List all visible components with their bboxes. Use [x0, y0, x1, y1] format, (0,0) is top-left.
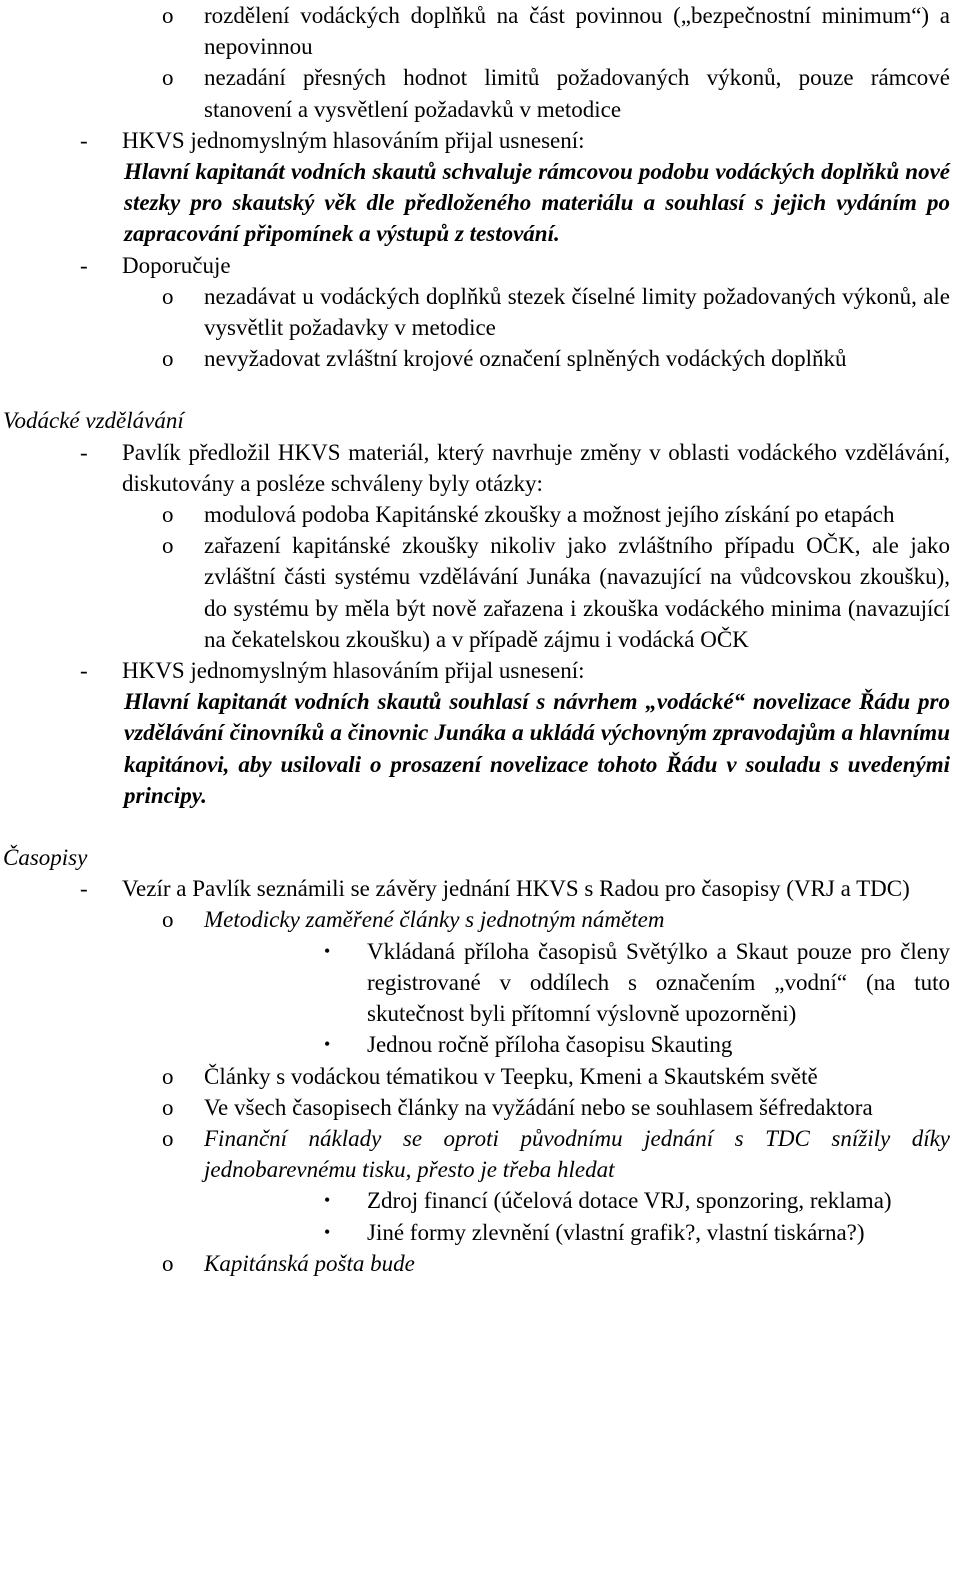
bullet-marker: •	[324, 1034, 331, 1055]
bullet-list-item	[0, 1029, 960, 1060]
sub-list-item	[0, 499, 960, 530]
section-heading: Časopisy	[3, 845, 88, 871]
bullet-list-item	[0, 1185, 960, 1216]
sub-list-item	[0, 904, 960, 935]
sub-list-item	[0, 530, 960, 655]
list-item-text: nezadání přesných hodnot limitů požadovaných výkonů, pouze rámcové stanovení a vysvětlení požadavků v metodice	[204, 65, 950, 122]
list-item-text: modulová podoba Kapitánské zkoušky a možnost jejího získání po etapách	[204, 502, 895, 528]
sub-list-item	[0, 1123, 960, 1185]
sub-list-item	[0, 62, 960, 124]
bullet-marker: •	[324, 940, 331, 961]
dash-marker: -	[80, 439, 88, 465]
list-item-text: rozdělení vodáckých doplňků na část povinnou („bezpečnostní minimum“) a nepovinnou	[204, 3, 950, 60]
list-item-text: Doporučuje	[122, 252, 231, 278]
list-item-text: HKVS jednomyslným hlasováním přijal usnesení:	[122, 658, 585, 684]
sub-list-item	[0, 1248, 960, 1279]
o-marker: o	[162, 1125, 174, 1151]
sub-list-item	[0, 343, 960, 374]
o-marker: o	[162, 346, 174, 372]
bullet-list-item	[0, 936, 960, 1030]
dash-list-item	[0, 873, 960, 904]
list-item-text: Vezír a Pavlík seznámili se závěry jednání HKVS s Radou pro časopisy (VRJ a TDC)	[122, 876, 910, 902]
list-item-text: nezadávat u vodáckých doplňků stezek číselné limity požadovaných výkonů, ale vysvětlit požadavky v metodice	[204, 283, 950, 341]
o-marker: o	[162, 1250, 174, 1276]
list-item-text: zařazení kapitánské zkoušky nikoliv jako zvláštního případu OČK, ale jako zvláštní části systému vzdělávání Junáka (navazující na vůdcovskou zkoušku), do systému by měla být nově zařazena i zkouška vodáckého minima (navazující na čekatelskou zkoušku) a v případě zájmu i vodácká OČK	[204, 533, 950, 652]
dash-marker: -	[80, 658, 88, 684]
o-marker: o	[162, 502, 174, 528]
sub-list-item	[0, 1061, 960, 1092]
o-marker: o	[162, 3, 174, 28]
paragraph-gap	[0, 374, 960, 405]
list-item-text: Ve všech časopisech články na vyžádání nebo se souhlasem šéfredaktora	[204, 1094, 873, 1120]
bullet-marker: •	[324, 1221, 331, 1242]
list-item-text: Kapitánská pošta bude	[204, 1250, 415, 1276]
list-item-text: Pavlík předložil HKVS materiál, který navrhuje změny v oblasti vodáckého vzdělávání, diskutovány a posléze schváleny byly otázky:	[122, 439, 950, 496]
o-marker: o	[162, 65, 174, 91]
bullet-marker: •	[324, 1190, 331, 1211]
list-item-text: Metodicky zaměřené články s jednotným námětem	[204, 907, 665, 933]
dash-list-item	[0, 437, 960, 499]
o-marker: o	[162, 533, 174, 559]
list-item-text: Články s vodáckou tématikou v Teepku, Kmeni a Skautském světě	[204, 1063, 818, 1089]
dash-marker: -	[80, 876, 88, 902]
list-item-text: HKVS jednomyslným hlasováním přijal usnesení:	[122, 127, 585, 153]
list-item-text: Finanční náklady se oproti původnímu jednání s TDC snížily díky jednobarevnému tisku, přesto je třeba hledat	[204, 1125, 950, 1183]
dash-marker: -	[80, 252, 88, 278]
list-item-text: nevyžadovat zvláštní krojové označení splněných vodáckých doplňků	[204, 346, 847, 372]
dash-list-item	[0, 655, 960, 686]
sub-list-item	[0, 1092, 960, 1123]
list-item-text: Vkládaná příloha časopisů Světýlko a Skaut pouze pro členy registrované v oddílech s označením „vodní“ (na tuto skutečnost byli přítomní výslovně upozorněni)	[367, 938, 950, 1027]
o-marker: o	[162, 283, 174, 309]
resolution-text: Hlavní kapitanát vodních skautů schvaluje rámcovou podobu vodáckých doplňků nové stezky pro skautský věk dle předloženého materiálu a souhlasí s jejich vydáním po zapracování připomínek a výstupů z testování.	[124, 159, 950, 247]
dash-marker: -	[80, 127, 88, 153]
paragraph-gap	[0, 811, 960, 842]
section-heading: Vodácké vzdělávání	[3, 408, 184, 434]
o-marker: o	[162, 1063, 174, 1089]
o-marker: o	[162, 907, 174, 933]
list-item-text: Zdroj financí (účelová dotace VRJ, sponzoring, reklama)	[367, 1188, 892, 1214]
bullet-list-item	[0, 1217, 960, 1248]
resolution-text: Hlavní kapitanát vodních skautů souhlasí s návrhem „vodácké“ novelizace Řádu pro vzdělávání činovníků a činovnic Junáka a ukládá výchovným zpravodajům a hlavnímu kapitánovi, aby usilovali o prosazení novelizace tohoto Řádu v souladu s uvedenými principy.	[124, 689, 950, 808]
sub-list-item	[0, 0, 960, 62]
sub-list-item	[0, 281, 960, 343]
list-item-text: Jiné formy zlevnění (vlastní grafik?, vlastní tiskárna?)	[367, 1219, 865, 1245]
dash-list-item	[0, 250, 960, 281]
dash-list-item	[0, 125, 960, 156]
list-item-text: Jednou ročně příloha časopisu Skauting	[367, 1032, 733, 1058]
o-marker: o	[162, 1094, 174, 1120]
